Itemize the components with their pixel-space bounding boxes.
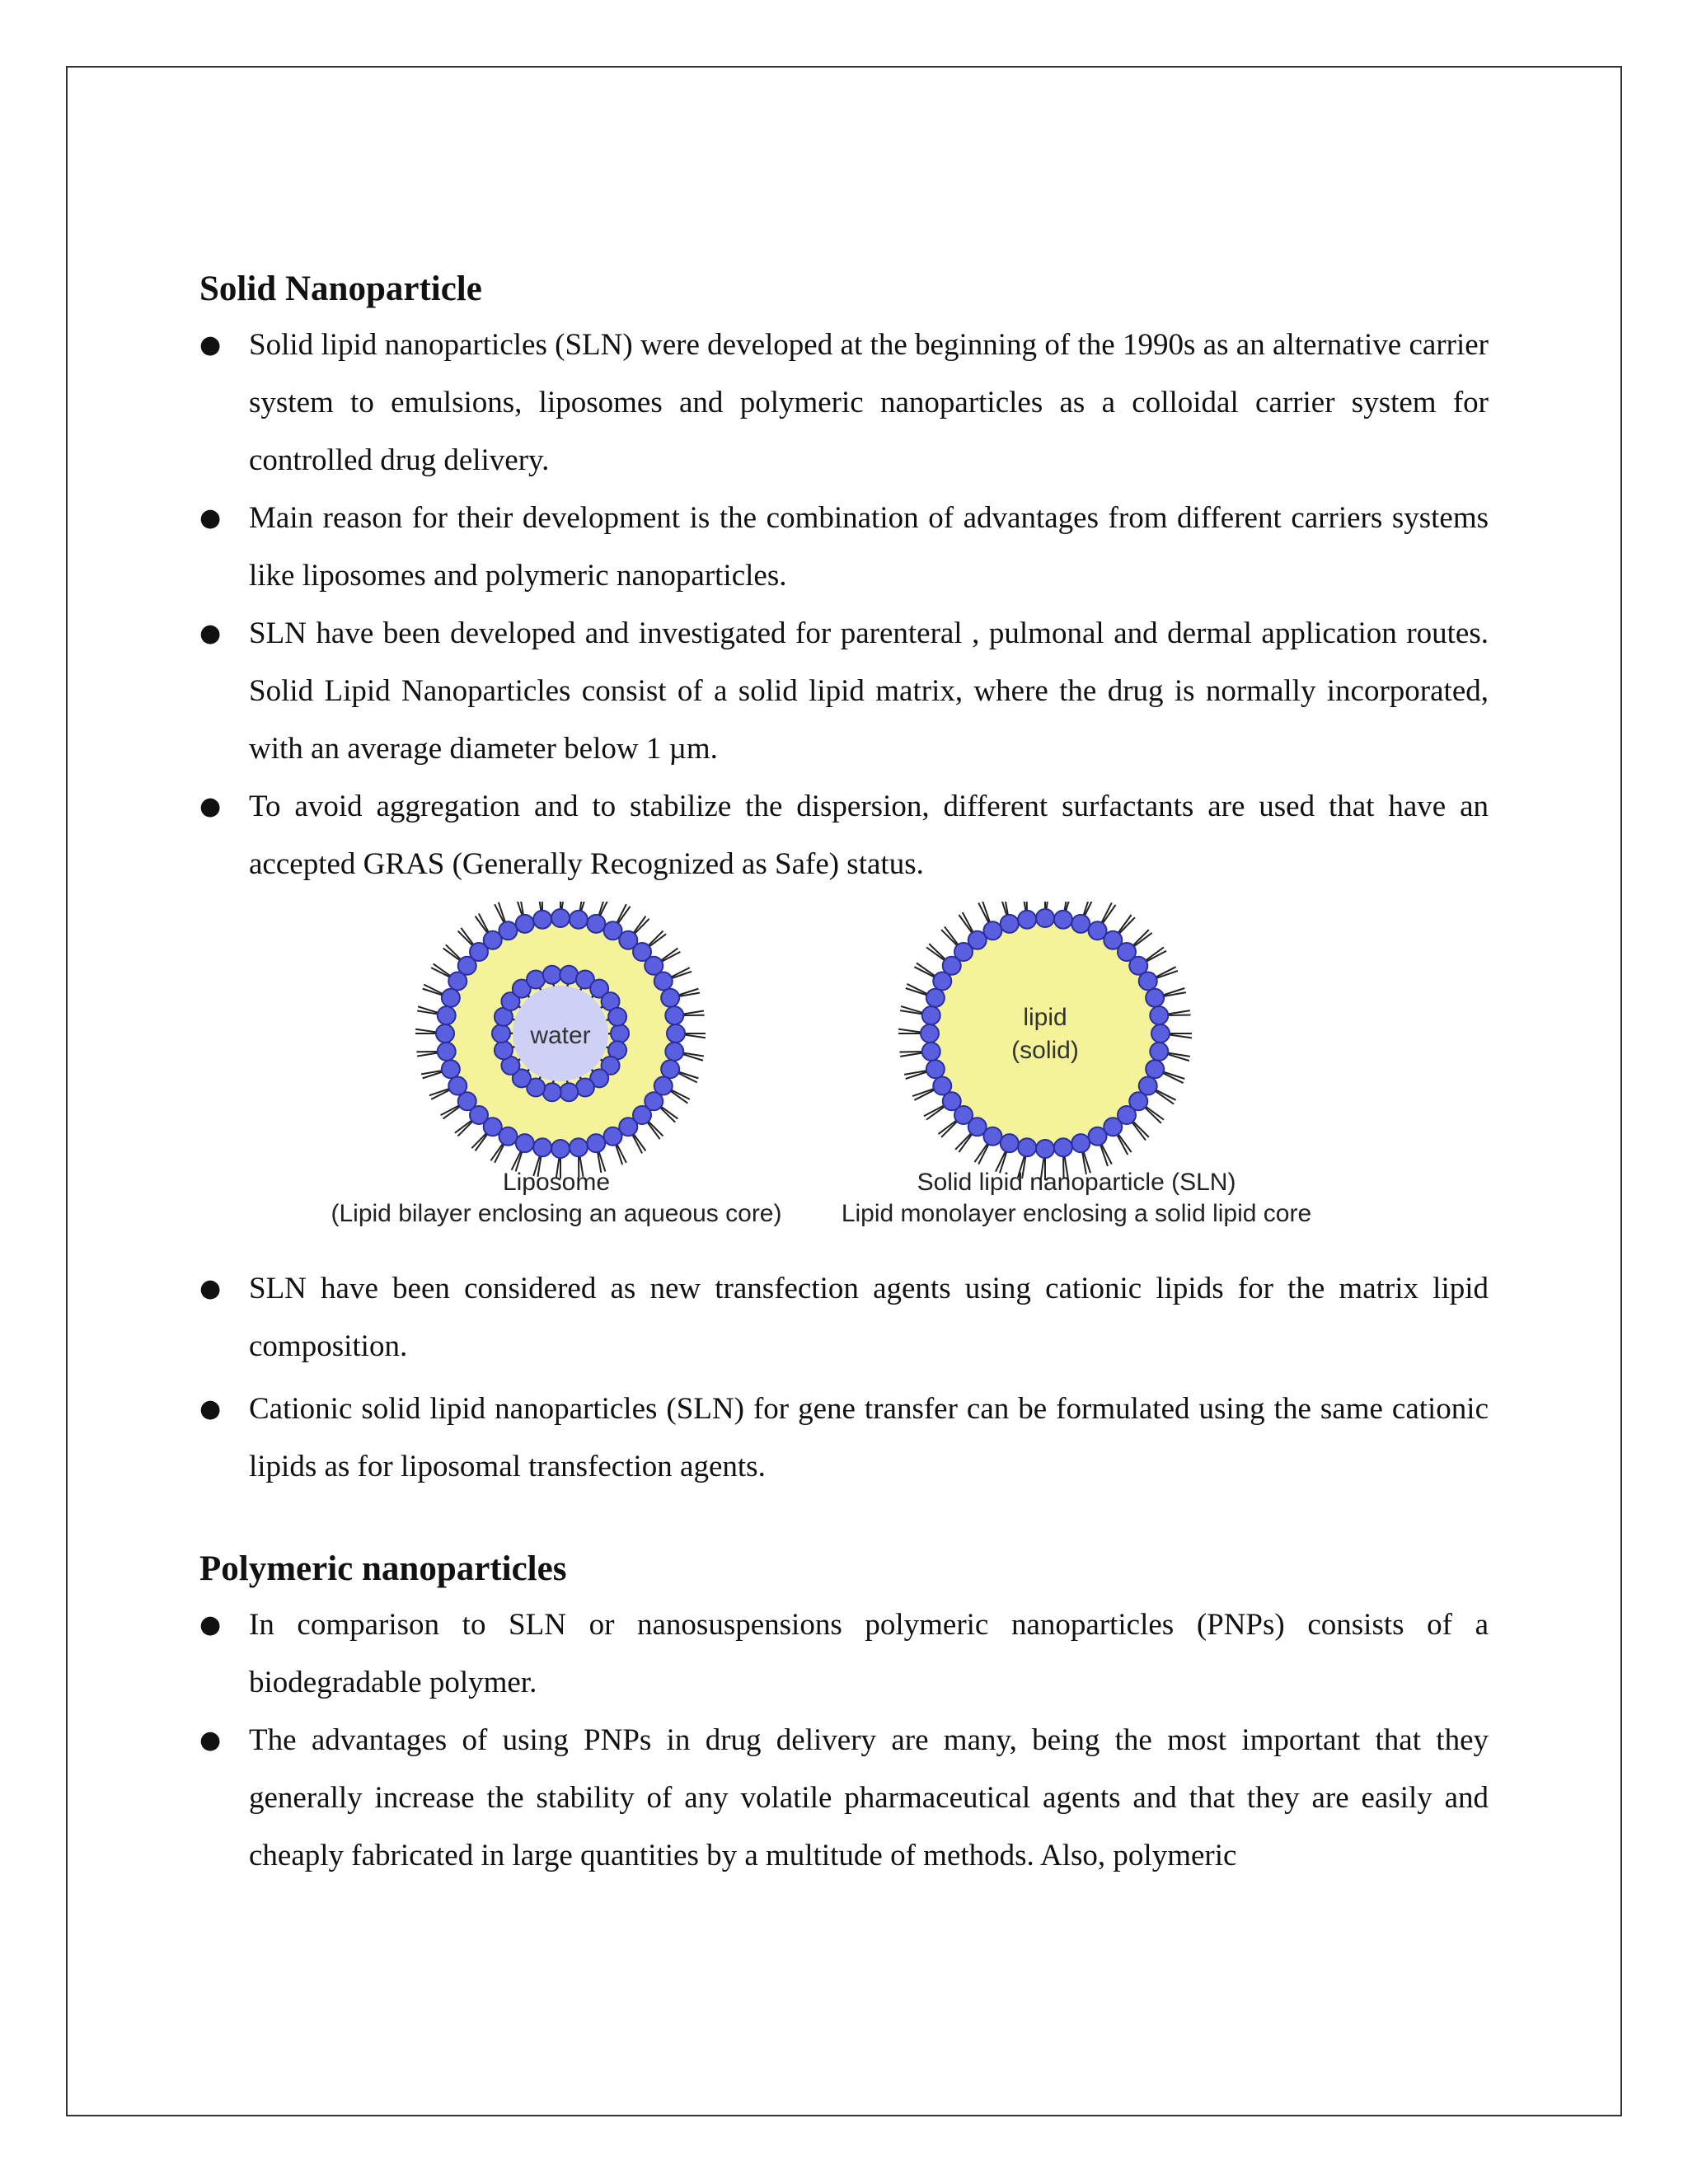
lipid-head [665, 1006, 683, 1024]
liposome-title: Liposome [502, 1169, 611, 1196]
bullet-icon: ● [199, 619, 222, 648]
sln-diagram [898, 902, 1192, 1180]
lipid-head [1146, 1060, 1164, 1078]
lipid-head [611, 1024, 629, 1043]
list-item [199, 1712, 1489, 1885]
liposome-diagram [415, 902, 706, 1179]
lipid-head [1054, 911, 1072, 929]
lipid-head [438, 1006, 456, 1024]
list-item-text: SLN have been considered as new transfection agents using cationic lipids for the matrix lipid composition. [249, 1272, 1489, 1363]
lipid-head [560, 966, 578, 984]
lipid-head [560, 1083, 578, 1101]
lipid-head [1054, 1138, 1072, 1156]
lipid-head [604, 1127, 622, 1146]
lipid-head [1150, 1006, 1168, 1024]
lipid-head [922, 1043, 940, 1061]
lipid-head [492, 1024, 510, 1043]
liposome-vs-sln-figure [199, 902, 1489, 1252]
lipid-head [1036, 909, 1054, 927]
sln-title: Solid lipid nanoparticle (SLN) [917, 1169, 1236, 1196]
lipid-head [667, 1024, 685, 1043]
document-body [199, 262, 1489, 1885]
lipid-head [516, 1134, 534, 1152]
bullet-icon: ● [199, 1610, 222, 1639]
lipid-head [926, 1060, 945, 1078]
lipid-head [926, 989, 945, 1007]
bullet-icon: ● [199, 504, 222, 532]
lipid-head [1150, 1043, 1168, 1061]
sln-core-label-line1: lipid [1023, 1004, 1067, 1031]
lipid-head [1018, 911, 1036, 929]
lipid-head [661, 989, 679, 1007]
list-item-text: Cationic solid lipid nanoparticles (SLN) for gene transfer can be formulated using the same cationic lipids as for liposomal transfection agents. [249, 1392, 1489, 1483]
list-item-text: Solid lipid nanoparticles (SLN) were developed at the beginning of the 1990s as an alternative carrier system to emulsions, liposomes and polymeric nanoparticles as a colloidal carrier system for controlled drug delivery. [249, 328, 1489, 477]
lipid-head [551, 1140, 570, 1158]
lipid-head [527, 971, 545, 989]
lipid-head [543, 1083, 561, 1101]
bullet-icon: ● [199, 1274, 222, 1303]
section-title-solid-nanoparticle: Solid Nanoparticle [199, 269, 482, 308]
lipid-head [551, 909, 570, 927]
lipid-head [576, 1078, 594, 1096]
lipid-head [570, 911, 588, 929]
bullet-icon: ● [199, 1726, 222, 1755]
list-item-text: In comparison to SLN or nanosuspensions polymeric nanoparticles (PNPs) consists of a biodegradable polymer. [249, 1608, 1489, 1699]
list-item-text: To avoid aggregation and to stabilize the dispersion, different surfactants are used that have an accepted GRAS (Generally Recognized as Safe) status. [249, 790, 1489, 881]
lipid-head [665, 1043, 683, 1061]
lipid-head [438, 1043, 456, 1061]
bullet-list-sln [199, 316, 1489, 893]
list-item [199, 605, 1489, 778]
lipid-head [608, 1008, 626, 1026]
lipid-head [1018, 1138, 1036, 1156]
lipid-head [1036, 1140, 1054, 1158]
lipid-head [533, 911, 551, 929]
lipid-head [1151, 1024, 1170, 1043]
sln-caption: Lipid monolayer enclosing a solid lipid core [841, 1200, 1312, 1227]
list-item [199, 1380, 1489, 1496]
bullet-icon: ● [199, 1394, 222, 1423]
figure-drawing [199, 902, 1489, 1252]
lipid-head [543, 966, 561, 984]
bullet-icon: ● [199, 792, 222, 821]
lipid-head [933, 1077, 951, 1095]
list-item-text: SLN have been developed and investigated for parenteral , pulmonal and dermal application routes. Solid Lipid Nanoparticles consist of a solid lipid matrix, where the drug is normally incorporated, with an average diameter below 1 µm. [249, 616, 1489, 766]
list-item [199, 490, 1489, 605]
lipid-head [495, 1041, 513, 1059]
lipid-head [921, 1024, 939, 1043]
lipid-head [1001, 1134, 1019, 1152]
lipid-head [499, 921, 517, 940]
list-item-text: Main reason for their development is the combination of advantages from different carriers systems like liposomes and polymeric nanoparticles. [249, 501, 1489, 593]
lipid-head [516, 915, 534, 933]
lipid-head [1001, 915, 1019, 933]
list-item [199, 778, 1489, 893]
sln-core-label-line2: (solid) [1011, 1037, 1079, 1064]
lipid-head [570, 1138, 588, 1156]
lipid-head [448, 1077, 467, 1095]
liposome-core-label: water [530, 1022, 591, 1049]
list-item [199, 1260, 1489, 1376]
list-item [199, 1596, 1489, 1712]
lipid-head [654, 972, 673, 990]
section-spacer [199, 1496, 1489, 1542]
lipid-head [1139, 972, 1157, 990]
lipid-head [922, 1006, 940, 1024]
lipid-head [1071, 915, 1090, 933]
lipid-head [587, 1134, 605, 1152]
lipid-head [533, 1138, 551, 1156]
liposome-caption: (Lipid bilayer enclosing an aqueous core) [331, 1200, 782, 1227]
bullet-list-sln-continued [199, 1260, 1489, 1496]
bullet-list-pnp [199, 1596, 1489, 1885]
lipid-head [1089, 1127, 1107, 1146]
bullet-icon: ● [199, 330, 222, 359]
lipid-head [587, 915, 605, 933]
list-item-text: The advantages of using PNPs in drug delivery are many, being the most important that they generally increase the stability of any volatile pharmaceutical agents and that they are easily and cheaply fabricated in large quantities by a multitude of methods. Also, polymeric [249, 1723, 1489, 1872]
lipid-head [1146, 989, 1164, 1007]
lipid-head [1071, 1134, 1090, 1152]
lipid-head [442, 989, 460, 1007]
lipid-head [436, 1024, 454, 1043]
list-item [199, 316, 1489, 490]
section-title-polymeric-nanoparticles: Polymeric nanoparticles [199, 1549, 567, 1588]
lipid-head [442, 1060, 460, 1078]
lipid-head [661, 1060, 679, 1078]
lipid-head [983, 921, 1001, 940]
